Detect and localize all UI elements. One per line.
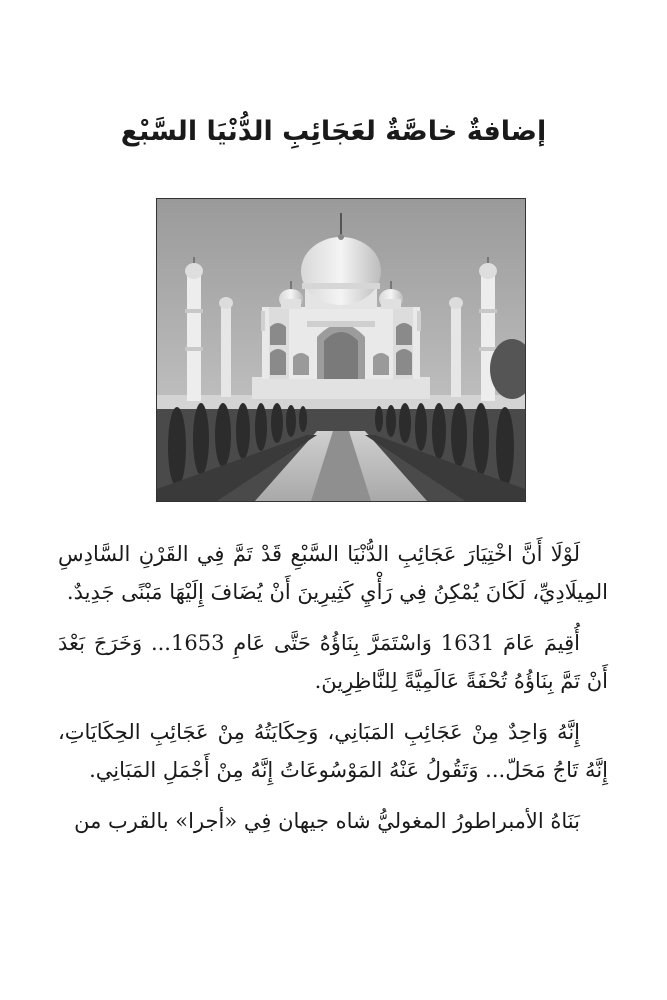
article-text [58, 535, 608, 853]
paragraph-3: إِنَّهُ وَاحِدٌ مِنْ عَجَائِبِ المَبَانِي، وَحِكَايَتُهُ مِنْ عَجَائِبِ الحِكَايَاتِ، إِنَّهُ تَاجُ مَحَلّ... وَتَقُولُ عَنْهُ المَوْسُوعَاتُ إِنَّهُ مِنْ أَجْمَلِ المَبَانِي. [58, 720, 608, 782]
page-title: إضافةٌ خاصَّةٌ لعَجَائِبِ الدُّنْيَا السَّبْع [120, 116, 547, 147]
paragraph-2: أُقِيمَ عَامَ 1631 وَاسْتَمَرَّ بِنَاؤُهُ حَتَّى عَامِ 1653... وَخَرَجَ بَعْدَ أَنْ تَمَّ بِنَاؤُهُ تُحْفَةً عَالَمِيَّةً لِلنَّاظِرِينَ. [58, 631, 608, 693]
taj-mahal-photo [156, 198, 526, 502]
paragraph-4: بَنَاهُ الأمبراطورُ المغوليُّ شاه جيهان فِي «أجرا» بالقرب من [74, 809, 580, 833]
paragraph-1: لَوْلَا أَنَّ اخْتِيَارَ عَجَائِبِ الدُّنْيَا السَّبْعِ قَدْ تَمَّ فِي القَرْنِ السَّادِسِ المِيلَادِيِّ، لَكَانَ يُمْكِنُ فِي رَأْيِ كَثِيرِينَ أَنْ يُضَافَ إِلَيْهَا مَبْنًى جَدِيدٌ. [58, 542, 608, 604]
